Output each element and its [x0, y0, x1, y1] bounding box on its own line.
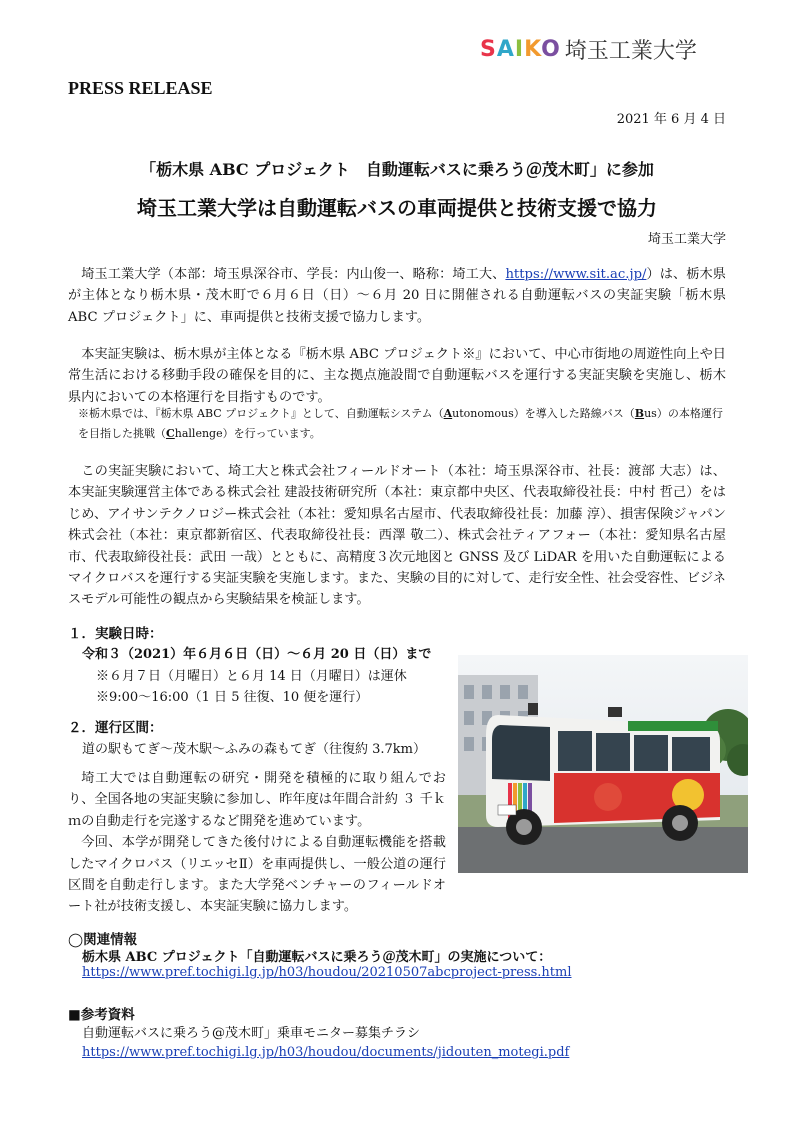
related-info-title: 栃木県 ABC プロジェクト「自動運転バスに乗ろう＠茂木町」の実施について： — [82, 950, 552, 965]
background-text: 本実証実験は、栃木県が主体となる『栃木県 ABC プロジェクト※』において、中心市街地の周遊性向上や日常生活における移動手段の確保を目的に、主な拠点施設間で自動運転バスを運行する実証実験を実施し、栃木県内においての本格運行を目指すものです。 — [68, 347, 726, 405]
section-dates-heading: １．実験日時： — [68, 626, 163, 642]
release-date: 2021 年 6 月 4 日 — [616, 112, 726, 127]
logo-university-name: 埼玉工業大学 — [564, 39, 697, 64]
intro-paragraph — [68, 264, 726, 328]
research-text-1: 埼工大では自動運転の研究・開発を積極的に取り組んでおり、全国各地の実証実験に参加し、昨年度は年間合計約 ３ 千ｋｍの自動走行を完遂するなど開発を進めています。 — [68, 771, 446, 829]
reference-title: 自動運転バスに乗ろう@茂木町」乗車モニター募集チラシ — [82, 1026, 421, 1041]
logo-letter: I — [514, 37, 525, 62]
research-paragraph — [68, 768, 446, 918]
intro-text-2: ）は、栃木県が主体となり栃木県・茂木町で６月６日（日）～６月 20 日に開催される自動運転バスの実証実験「栃木県 ABC プロジェクト」に、車両提供と技術支援で協力します。 — [68, 267, 726, 325]
logo-letter: S — [480, 37, 497, 62]
partners-text: この実証実験において、埼工大と株式会社フィールドオート（本社：埼玉県深谷市、社長：渡部 大志）は、本実証実験運営主体である株式会社 建設技術研究所（本社：東京都中央区、代表取締役社長：中村 哲己）をはじめ、アイサンテクノロジー株式会社（本社：愛知県名古屋市、代表取締役社長：加藤 淳）、損害保険ジャパン株式会社（本社：東京都新宿区、代表取締役社長：西澤 敬二）、株式会社ティアフォー（本社：愛知県名古屋市、代表取締役社長：武田 一哉）とともに、高精度３次元地図と GNSS 及び LiDAR を用いた自動運転によるマイクロバスを運行する実証実験を実施します。また、実験の目的に対して、走行安全性、社会受容性、ビジネスモデル可能性の観点から実験結果を検証します。 — [68, 464, 726, 608]
note-text-1: ※栃木県では、『栃木県 ABC プロジェクト』として、自動運転システム（ — [78, 407, 444, 420]
partners-paragraph — [68, 461, 726, 611]
organization-name: 埼玉工業大学 — [647, 232, 726, 247]
note-letter-b: B — [634, 407, 645, 420]
section-route-heading: ２．運行区間： — [68, 720, 163, 736]
logo-letter: O — [541, 37, 561, 62]
intro-text-1: 埼玉工業大学（本部：埼玉県深谷市、学長：内山俊一、略称：埼工大、 — [81, 267, 506, 282]
note-letter-c: C — [166, 427, 175, 440]
logo-letter: K — [524, 37, 542, 62]
logo-latin — [480, 37, 561, 62]
note-text-4: hallenge）を行っています。 — [174, 427, 321, 440]
research-text-2: 今回、本学が開発してきた後付けによる自動運転機能を搭載したマイクロバス（リエッセⅡ）を車両提供し、一般公道の運行区間を自動走行します。また大学発ベンチャーのフィールドオート社が技術支援し、本実証実験に協力します。 — [68, 835, 446, 915]
experiment-dates: 令和３（2021）年６月６日（日）～６月 20 日（日）まで — [82, 647, 432, 662]
subheadline: 埼玉工業大学は自動運転バスの車両提供と技術支援で協力 — [137, 196, 657, 220]
logo-letter: A — [496, 37, 515, 62]
background-paragraph — [68, 344, 726, 408]
note-text-3: us）の本格運行を目指した挑戦（ — [78, 407, 723, 440]
press-release-label: PRESS RELEASE — [68, 78, 213, 98]
university-website-link[interactable]: https://www.sit.ac.jp/ — [505, 267, 647, 282]
abc-footnote — [78, 404, 726, 444]
operating-hours-note: ※9:00～16:00（1 日 5 往復、10 便を運行） — [96, 690, 369, 705]
related-info-link[interactable]: https://www.pref.tochigi.lg.jp/h03/houdou/20210507abcproject-press.html — [82, 965, 572, 980]
bus-photo — [458, 655, 748, 873]
headline: 「栃木県 ABC プロジェクト 自動運転バスに乗ろう＠茂木町」に参加 — [140, 160, 654, 179]
note-letter-a: A — [443, 407, 453, 420]
route-description: 道の駅もてぎ～茂木駅～ふみの森もてぎ（往復約 3.7km） — [82, 742, 427, 757]
note-text-2: utonomous）を導入した路線バス（ — [452, 407, 635, 420]
reference-link[interactable]: https://www.pref.tochigi.lg.jp/h03/houdou/documents/jidouten_motegi.pdf — [82, 1045, 570, 1060]
closed-days-note: ※６月７日（月曜日）と６月 14 日（月曜日）は運休 — [96, 669, 407, 684]
related-info-heading: ◯関連情報 — [68, 932, 138, 948]
reference-heading: ■参考資料 — [68, 1007, 135, 1023]
saiko-logo — [480, 34, 697, 65]
